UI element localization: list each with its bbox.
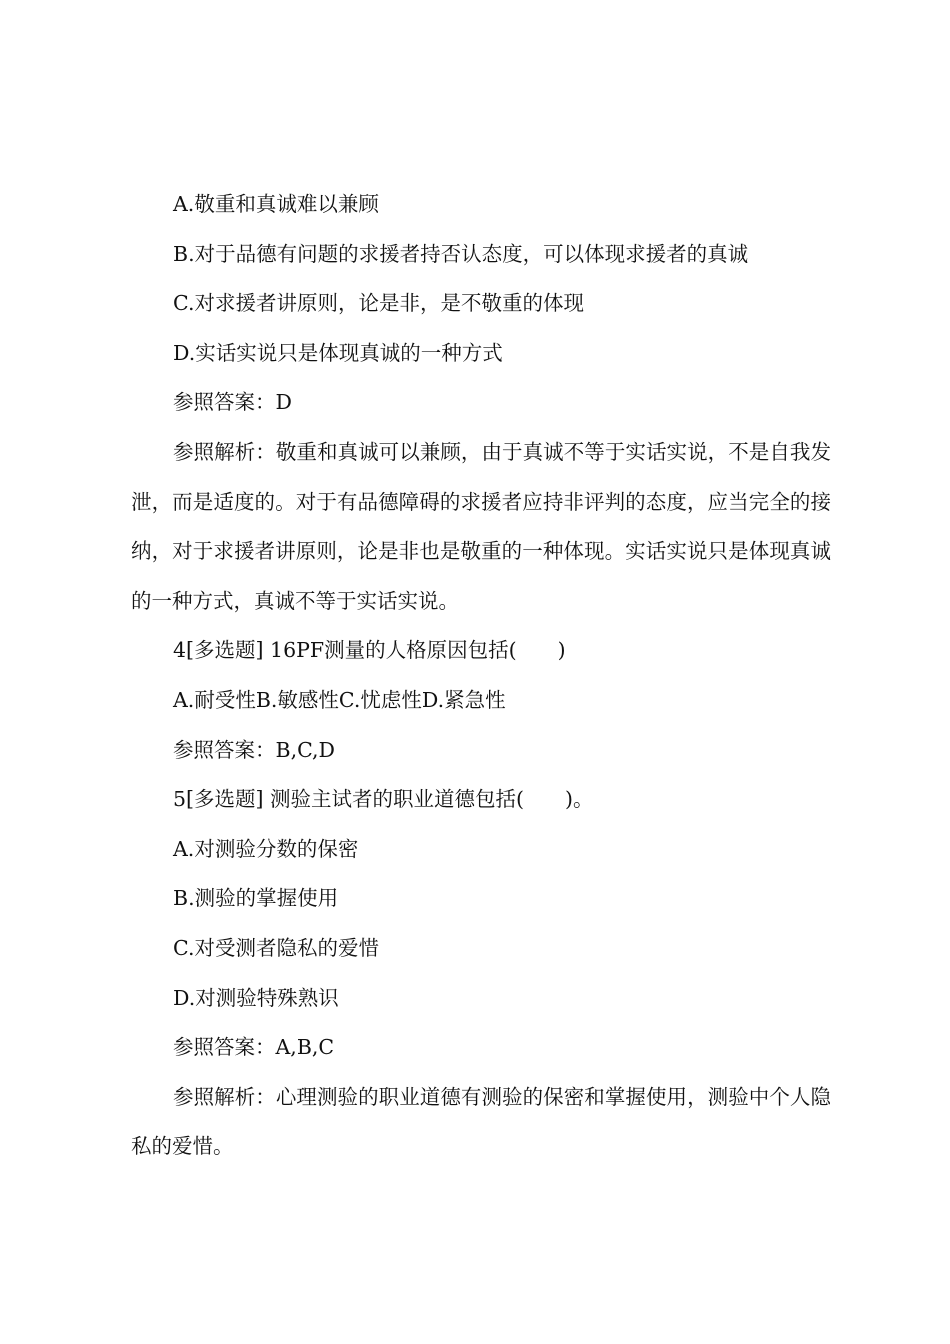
q5-answer: 参照答案：A,B,C bbox=[173, 1035, 335, 1060]
q4-options: A.耐受性B.敏感性C.忧虑性D.紧急性 bbox=[173, 687, 506, 712]
q5-analysis: 参照解析：心理测验的职业道德有测验的保密和掌握使用，测验中个人隐私的爱惜。 bbox=[131, 1084, 831, 1159]
q3-option-b: B.对于品德有问题的求援者持否认态度，可以体现求援者的真诚 bbox=[173, 241, 749, 266]
q5-option-a: A.对测验分数的保密 bbox=[173, 836, 359, 861]
q5-option-b: B.测验的掌握使用 bbox=[173, 886, 339, 911]
q5-option-d: D.对测验特殊熟识 bbox=[173, 985, 339, 1010]
q3-option-c: C.对求援者讲原则，论是非，是不敬重的体现 bbox=[173, 291, 584, 316]
q3-analysis: 参照解析：敬重和真诚可以兼顾，由于真诚不等于实话实说，不是自我发泄，而是适度的。对于有品德障碍的求援者应持非评判的态度，应当完全的接纳，对于求援者讲原则，论是非也是敬重的一种体现。实话实说只是体现真诚的一种方式，真诚不等于实话实说。 bbox=[131, 439, 831, 613]
document-body bbox=[131, 180, 831, 1172]
q5-question: 5[多选题] 测验主试者的职业道德包括( )。 bbox=[173, 787, 594, 812]
q3-option-a: A.敬重和真诚难以兼顾 bbox=[173, 192, 379, 216]
q3-answer: 参照答案：D bbox=[173, 390, 292, 415]
q4-question: 4[多选题] 16PF测量的人格原因包括( ) bbox=[173, 638, 566, 663]
q3-option-d: D.实话实说只是体现真诚的一种方式 bbox=[173, 340, 503, 365]
q5-option-c: C.对受测者隐私的爱惜 bbox=[173, 935, 379, 960]
q4-answer: 参照答案：B,C,D bbox=[173, 737, 335, 762]
